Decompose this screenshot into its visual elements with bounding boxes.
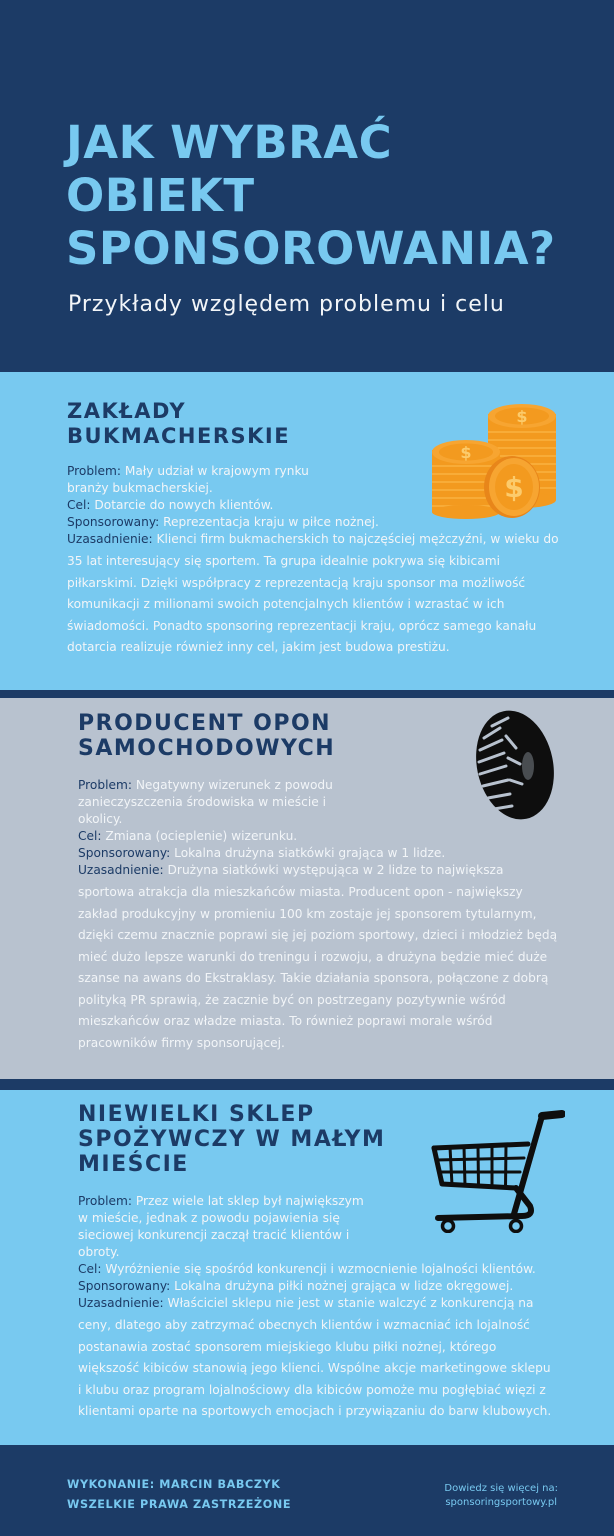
sponsored-label: Sponsorowany: [67,515,160,529]
section-betting [0,372,614,690]
justification-label: Uzasadnienie: [78,863,164,877]
problem-text: Mały udział w krajowym rynku [124,464,309,478]
goal-text: Zmiana (ocieplenie) wizerunku. [105,829,298,843]
justification-text: ceny, dlatego aby zatrzymać obecnych klientów i wzmacniać ich lojalność [78,1318,530,1332]
section-tire-producer [0,698,614,1079]
goal-line [78,828,578,845]
rights-notice: WSZELKIE PRAWA ZASTRZEŻONE [67,1498,292,1511]
justification-line [67,531,567,548]
footer-credits [67,1475,291,1515]
problem-text: branży bukmacherskiej. [67,481,213,495]
coins-stack-icon [430,402,560,520]
justification-text: sportowa atrakcja dla mieszkańców miasta. Producent opon - największy [78,885,523,899]
justification-text: Drużyna siatkówki występująca w 2 lidze to największa [167,863,504,877]
section-title-line: ZAKŁADY [67,399,187,423]
goal-line [78,1261,598,1278]
section-title [78,711,335,761]
sponsored-line [78,845,578,862]
justification-label: Uzasadnienie: [78,1296,164,1310]
justification-text: postanawia zostać sponsorem miejskiego klubu piłki nożnej, którego [78,1339,497,1354]
sponsored-text: Lokalna drużyna piłki nożnej grająca w lidze okręgowej. [174,1279,514,1293]
title-line: SPONSOROWANIA? [66,222,556,275]
problem-text: w mieście, jednak z powodu pojawienia się [78,1211,340,1225]
justification-text: szanse na awans do Ekstraklasy. Takie działania sponsora, połączone z dobrą [78,971,549,985]
goal-text: Dotarcie do nowych klientów. [94,498,274,512]
title-line: JAK WYBRAĆ [66,116,393,169]
sponsored-label: Sponsorowany: [78,1279,171,1293]
justification-text: piłkarskimi. Dzięki współpracy z reprezentacją kraju sponsor ma możliwość [67,575,526,590]
justification-text: większość kibiców stanowią jego klienci. Wspólne akcje marketingowe sklepu [78,1361,551,1375]
justification-text: dotarcia realizuje również inny cel, jakim jest budowa prestiżu. [67,640,450,654]
justification-text: 35 lat interesujący się sportem. Ta grupa idealnie pokrywa się kibicami [67,554,500,568]
section-title-line: MIEŚCIE [78,1152,189,1177]
problem-label: Problem: [67,464,121,478]
shopping-cart-icon [430,1108,565,1233]
problem-text: okolicy. [78,812,123,826]
problem-text: zanieczyszczenia środowiska w mieście i [78,795,327,809]
justification-text: komunikacji z milionami swoich potencjalnych klientów i wzrastać w ich [67,597,505,611]
section-title-line: BUKMACHERSKIE [67,424,291,448]
justification-line [78,862,578,879]
more-info-label: Dowiedz się więcej na: [444,1483,558,1494]
problem-text: Przez wiele lat sklep był największym [135,1194,364,1208]
section-title [67,399,290,449]
justification-text: dzięki czemu znacznie poprawi się jej poziom sportowy, dzieci i młodzież będą [78,928,558,942]
justification-line [78,1295,598,1312]
justification-text: pracowników firmy sponsorującej. [78,1035,285,1050]
page-subtitle: Przykłady względem problemu i celu [68,292,505,317]
goal-label: Cel: [78,1262,102,1276]
section-title-line: SAMOCHODOWYCH [78,736,336,761]
justification-text: mieszkańców oraz władze miasta. To również poprawi morale wśród [78,1014,493,1028]
footer [0,1445,614,1536]
section-divider [0,1079,614,1090]
justification-text: polityką PR sprawią, że zacznie być on postrzegany pozytywnie wśród [78,992,506,1007]
footer-more-info [444,1482,558,1510]
justification-text: i klubu oraz program lojalnościowy dla kibiców pomoże mu pogłębiać więzi z [78,1382,546,1397]
section-title-line: SPOŻYWCZY W MAŁYM [78,1127,386,1152]
title-line: OBIEKT [66,169,255,222]
sponsored-text: Lokalna drużyna siatkówki grająca w 1 lidze. [174,846,446,860]
justification-text: świadomości. Ponadto sponsoring reprezentacji kraju, oprócz samego kanału [67,618,537,633]
justification-text: klientami oparte na sportowych emocjach i przywiązaniu do barw klubowych. [78,1404,552,1418]
svg-text:$: $ [516,407,528,426]
justification-text: Klienci firm bukmacherskich to najczęściej mężczyźni, w wieku do [156,532,559,546]
goal-text: Wyróżnienie się spośród konkurencji i wzmocnienie lojalności klientów. [105,1262,536,1276]
header [0,0,614,372]
problem-text: obroty. [78,1245,120,1259]
problem-label: Problem: [78,778,132,792]
svg-text:$: $ [460,443,472,462]
justification-text: zakład produkcyjny w promieniu 100 km zostaje jej sponsorem tytularnym, [78,906,537,921]
sponsored-text: Reprezentacja kraju w piłce nożnej. [163,515,379,529]
goal-label: Cel: [67,498,91,512]
sponsored-line [78,1278,598,1295]
justification-label: Uzasadnienie: [67,532,153,546]
sponsored-label: Sponsorowany: [78,846,171,860]
section-divider [0,690,614,698]
problem-text: Negatywny wizerunek z powodu [135,778,333,792]
section-title [78,1102,385,1177]
page-title [66,116,606,275]
section-grocery-store [0,1090,614,1445]
justification-text: Właściciel sklepu nie jest w stanie walczyć z konkurencją na [167,1296,534,1310]
problem-label: Problem: [78,1194,132,1208]
problem-text: sieciowej konkurencji zaczął tracić klientów i [78,1228,350,1242]
website-link[interactable]: sponsoringsportowy.pl [445,1497,558,1508]
svg-text:$: $ [504,471,524,504]
section-title-line: NIEWIELKI SKLEP [78,1102,315,1127]
tire-icon [470,708,560,823]
section-title-line: PRODUCENT OPON [78,711,332,736]
author-credit: WYKONANIE: MARCIN BABCZYK [67,1478,281,1491]
justification-text: mieć dużo lepsze warunki do treningu i rozwoju, a drużyna będzie mieć duże [78,949,548,964]
goal-label: Cel: [78,829,102,843]
